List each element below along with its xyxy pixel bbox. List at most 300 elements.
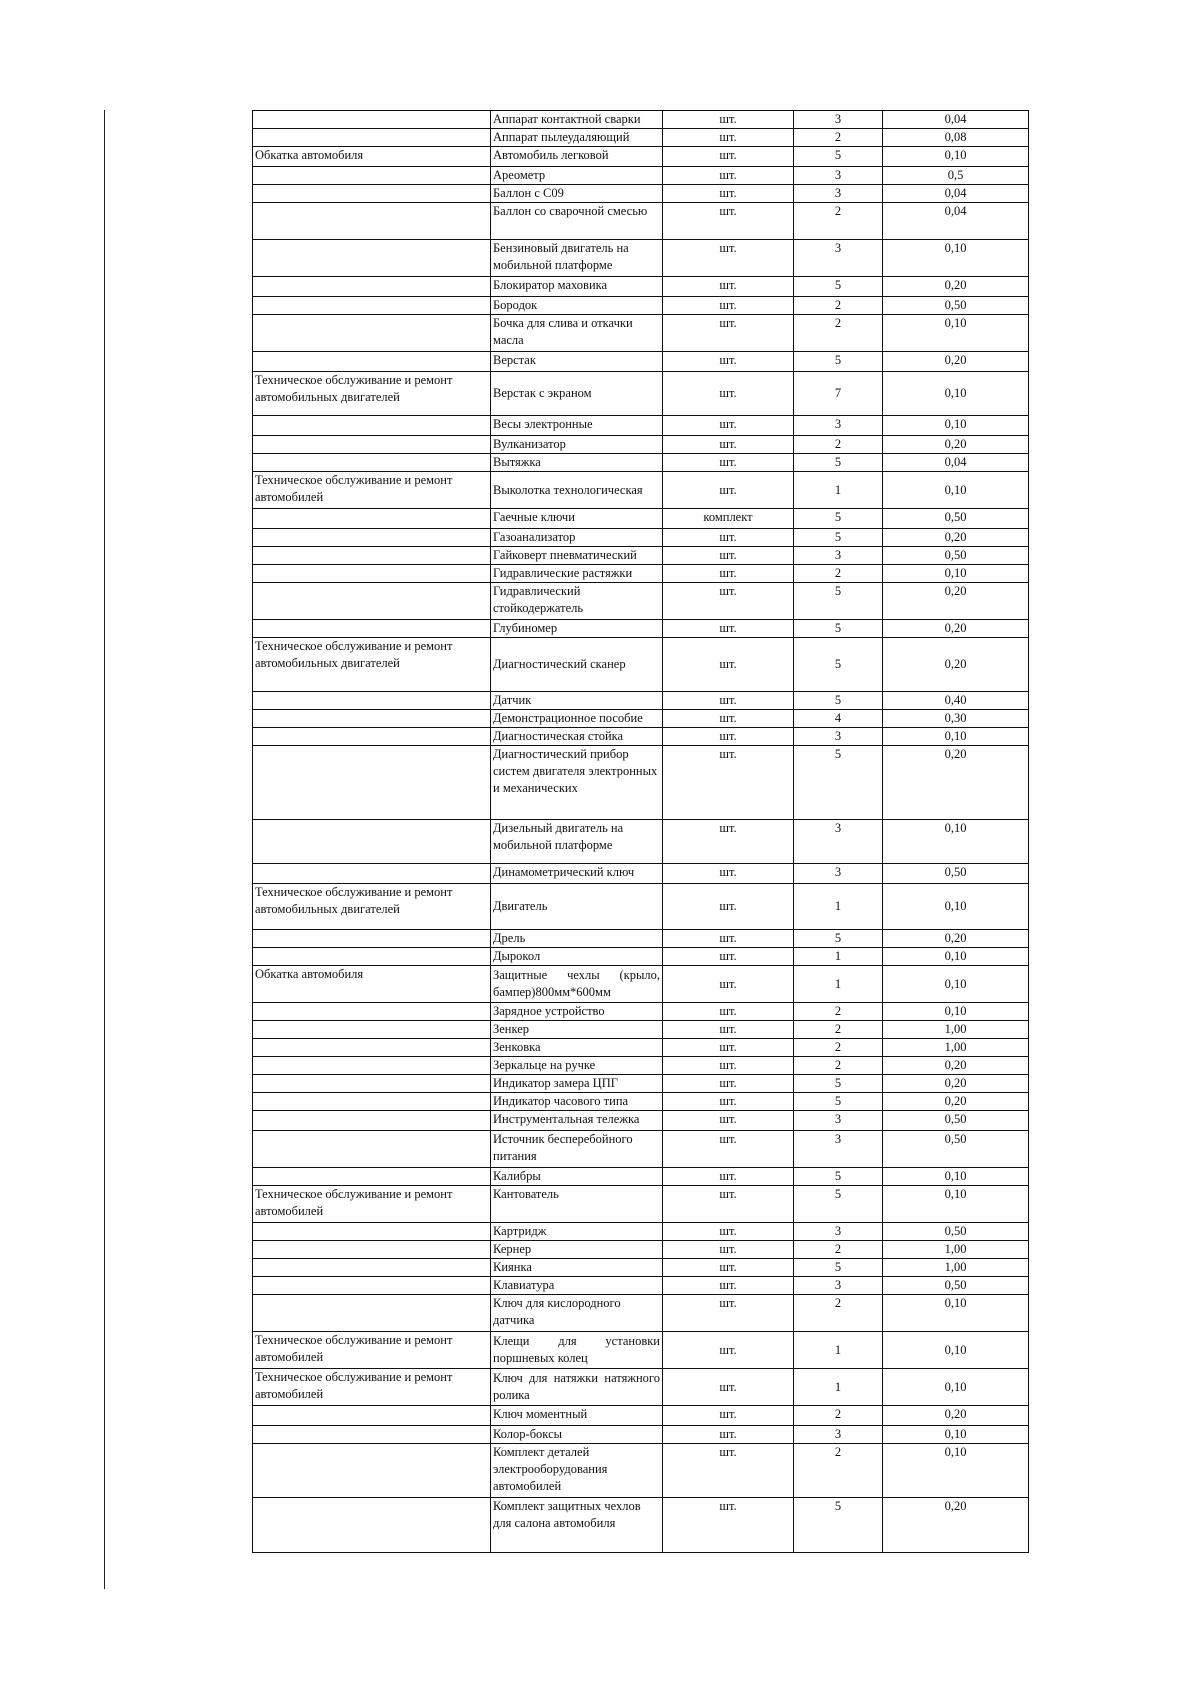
- quantity-cell: 2: [794, 1039, 883, 1057]
- table-row: [253, 472, 1029, 509]
- table-row: [253, 416, 1029, 436]
- section-cell: [253, 509, 491, 529]
- item-name-cell: Дырокол: [491, 948, 663, 966]
- quantity-cell: 5: [794, 509, 883, 529]
- unit-cell: шт.: [663, 1093, 794, 1111]
- section-cell: [253, 948, 491, 966]
- value-cell: 0,20: [883, 620, 1029, 638]
- item-name-cell: Дрель: [491, 930, 663, 948]
- quantity-cell: 2: [794, 436, 883, 454]
- quantity-cell: 5: [794, 1498, 883, 1553]
- table-row: [253, 454, 1029, 472]
- unit-cell: шт.: [663, 277, 794, 297]
- value-cell: 0,10: [883, 948, 1029, 966]
- value-cell: 0,10: [883, 1168, 1029, 1186]
- table-row: [253, 1021, 1029, 1039]
- item-name-cell: Индикатор замера ЦПГ: [491, 1075, 663, 1093]
- value-cell: 0,20: [883, 1057, 1029, 1075]
- section-cell: Техническое обслуживание и ремонт автомобилей: [253, 1332, 491, 1369]
- value-cell: 0,04: [883, 185, 1029, 203]
- item-name-cell: Глубиномер: [491, 620, 663, 638]
- unit-cell: шт.: [663, 1332, 794, 1369]
- item-name-cell: Зенкер: [491, 1021, 663, 1039]
- quantity-cell: 3: [794, 185, 883, 203]
- table-row: [253, 1426, 1029, 1444]
- table-row: [253, 436, 1029, 454]
- section-cell: [253, 1021, 491, 1039]
- item-name-cell: Динамометрический ключ: [491, 864, 663, 884]
- section-cell: Техническое обслуживание и ремонт автомобилей: [253, 1369, 491, 1406]
- item-name-cell: Диагностический сканер: [491, 638, 663, 692]
- unit-cell: шт.: [663, 240, 794, 277]
- table-row: [253, 1039, 1029, 1057]
- unit-cell: шт.: [663, 1168, 794, 1186]
- section-cell: [253, 1426, 491, 1444]
- value-cell: 0,20: [883, 583, 1029, 620]
- section-cell: [253, 185, 491, 203]
- quantity-cell: 2: [794, 1021, 883, 1039]
- section-cell: [253, 620, 491, 638]
- value-cell: 0,10: [883, 1295, 1029, 1332]
- unit-cell: шт.: [663, 185, 794, 203]
- section-cell: [253, 240, 491, 277]
- unit-cell: шт.: [663, 1003, 794, 1021]
- table-row: [253, 1332, 1029, 1369]
- table-row: [253, 203, 1029, 240]
- table-row: [253, 864, 1029, 884]
- section-cell: [253, 864, 491, 884]
- unit-cell: шт.: [663, 454, 794, 472]
- item-name-cell: Кантователь: [491, 1186, 663, 1223]
- value-cell: 0,04: [883, 203, 1029, 240]
- value-cell: 0,20: [883, 638, 1029, 692]
- quantity-cell: 1: [794, 966, 883, 1003]
- value-cell: 0,20: [883, 352, 1029, 372]
- left-margin-line: [104, 110, 105, 1589]
- section-cell: [253, 1093, 491, 1111]
- section-cell: [253, 583, 491, 620]
- unit-cell: шт.: [663, 297, 794, 315]
- quantity-cell: 2: [794, 1003, 883, 1021]
- table-row: [253, 1131, 1029, 1168]
- item-name-cell: Зеркальце на ручке: [491, 1057, 663, 1075]
- value-cell: 0,10: [883, 416, 1029, 436]
- quantity-cell: 7: [794, 372, 883, 416]
- value-cell: 0,04: [883, 454, 1029, 472]
- item-name-cell: Калибры: [491, 1168, 663, 1186]
- table-row: [253, 1186, 1029, 1223]
- unit-cell: шт.: [663, 728, 794, 746]
- section-cell: [253, 454, 491, 472]
- unit-cell: шт.: [663, 638, 794, 692]
- item-name-cell: Баллон с С09: [491, 185, 663, 203]
- section-cell: [253, 1039, 491, 1057]
- item-name-cell: Дизельный двигатель на мобильной платформе: [491, 820, 663, 864]
- section-cell: [253, 529, 491, 547]
- section-cell: [253, 1406, 491, 1426]
- unit-cell: шт.: [663, 930, 794, 948]
- unit-cell: шт.: [663, 1295, 794, 1332]
- value-cell: 0,10: [883, 1369, 1029, 1406]
- quantity-cell: 2: [794, 203, 883, 240]
- quantity-cell: 4: [794, 710, 883, 728]
- value-cell: 0,04: [883, 111, 1029, 129]
- quantity-cell: 5: [794, 277, 883, 297]
- quantity-cell: 5: [794, 454, 883, 472]
- table-row: [253, 1444, 1029, 1498]
- table-row: [253, 1259, 1029, 1277]
- value-cell: 1,00: [883, 1039, 1029, 1057]
- table-row: [253, 315, 1029, 352]
- section-cell: [253, 710, 491, 728]
- section-cell: Техническое обслуживание и ремонт автомобильных двигателей: [253, 372, 491, 416]
- quantity-cell: 5: [794, 1186, 883, 1223]
- quantity-cell: 3: [794, 111, 883, 129]
- quantity-cell: 1: [794, 884, 883, 930]
- value-cell: 0,10: [883, 240, 1029, 277]
- value-cell: 0,5: [883, 167, 1029, 185]
- value-cell: 0,10: [883, 728, 1029, 746]
- table-row: [253, 565, 1029, 583]
- item-name-cell: Бензиновый двигатель на мобильной платформе: [491, 240, 663, 277]
- item-name-cell: Бочка для слива и откачки масла: [491, 315, 663, 352]
- value-cell: 0,50: [883, 1277, 1029, 1295]
- unit-cell: шт.: [663, 547, 794, 565]
- section-cell: Техническое обслуживание и ремонт автомобилей: [253, 1186, 491, 1223]
- section-cell: [253, 1444, 491, 1498]
- value-cell: 0,20: [883, 746, 1029, 820]
- quantity-cell: 5: [794, 692, 883, 710]
- unit-cell: шт.: [663, 820, 794, 864]
- item-name-cell: Автомобиль легковой: [491, 147, 663, 167]
- quantity-cell: 3: [794, 1223, 883, 1241]
- table-row: [253, 185, 1029, 203]
- item-name-cell: Индикатор часового типа: [491, 1093, 663, 1111]
- quantity-cell: 3: [794, 864, 883, 884]
- unit-cell: шт.: [663, 472, 794, 509]
- table-row: [253, 1003, 1029, 1021]
- value-cell: 0,10: [883, 565, 1029, 583]
- item-name-cell: Зарядное устройство: [491, 1003, 663, 1021]
- section-cell: [253, 820, 491, 864]
- unit-cell: шт.: [663, 583, 794, 620]
- quantity-cell: 5: [794, 930, 883, 948]
- item-name-cell: Диагностический прибор систем двигателя электронных и механических: [491, 746, 663, 820]
- item-name-cell: Клещи для установки поршневых колец: [491, 1332, 663, 1369]
- quantity-cell: 5: [794, 620, 883, 638]
- quantity-cell: 5: [794, 1168, 883, 1186]
- section-cell: [253, 1223, 491, 1241]
- table-row: [253, 529, 1029, 547]
- quantity-cell: 3: [794, 728, 883, 746]
- section-cell: [253, 1259, 491, 1277]
- item-name-cell: Аппарат контактной сварки: [491, 111, 663, 129]
- value-cell: 0,10: [883, 820, 1029, 864]
- table-row: [253, 930, 1029, 948]
- section-cell: [253, 547, 491, 565]
- unit-cell: шт.: [663, 1075, 794, 1093]
- item-name-cell: Верстак: [491, 352, 663, 372]
- item-name-cell: Весы электронные: [491, 416, 663, 436]
- unit-cell: шт.: [663, 203, 794, 240]
- table-row: [253, 710, 1029, 728]
- section-cell: [253, 1003, 491, 1021]
- section-cell: [253, 352, 491, 372]
- item-name-cell: Кернер: [491, 1241, 663, 1259]
- item-name-cell: Картридж: [491, 1223, 663, 1241]
- item-name-cell: Источник бесперебойного питания: [491, 1131, 663, 1168]
- item-name-cell: Газоанализатор: [491, 529, 663, 547]
- quantity-cell: 2: [794, 315, 883, 352]
- item-name-cell: Комплект защитных чехлов для салона автомобиля: [491, 1498, 663, 1553]
- section-cell: [253, 315, 491, 352]
- quantity-cell: 2: [794, 129, 883, 147]
- value-cell: 0,50: [883, 509, 1029, 529]
- unit-cell: шт.: [663, 167, 794, 185]
- value-cell: 0,20: [883, 1498, 1029, 1553]
- table-row: [253, 728, 1029, 746]
- value-cell: 0,10: [883, 315, 1029, 352]
- section-cell: [253, 1057, 491, 1075]
- equipment-table: [252, 110, 1029, 1553]
- quantity-cell: 1: [794, 472, 883, 509]
- unit-cell: шт.: [663, 864, 794, 884]
- table-row: [253, 638, 1029, 692]
- unit-cell: шт.: [663, 1111, 794, 1131]
- item-name-cell: Ключ для натяжки натяжного ролика: [491, 1369, 663, 1406]
- unit-cell: шт.: [663, 884, 794, 930]
- unit-cell: шт.: [663, 746, 794, 820]
- value-cell: 0,20: [883, 529, 1029, 547]
- value-cell: 0,20: [883, 1093, 1029, 1111]
- unit-cell: шт.: [663, 1277, 794, 1295]
- value-cell: 0,10: [883, 472, 1029, 509]
- section-cell: [253, 1075, 491, 1093]
- section-cell: [253, 297, 491, 315]
- section-cell: Техническое обслуживание и ремонт автомобильных двигателей: [253, 884, 491, 930]
- section-cell: [253, 129, 491, 147]
- unit-cell: шт.: [663, 1039, 794, 1057]
- unit-cell: шт.: [663, 129, 794, 147]
- unit-cell: шт.: [663, 1406, 794, 1426]
- value-cell: 0,10: [883, 147, 1029, 167]
- unit-cell: шт.: [663, 1223, 794, 1241]
- section-cell: [253, 1111, 491, 1131]
- table-row: [253, 372, 1029, 416]
- item-name-cell: Инструментальная тележка: [491, 1111, 663, 1131]
- value-cell: 0,20: [883, 930, 1029, 948]
- section-cell: [253, 203, 491, 240]
- item-name-cell: Зенковка: [491, 1039, 663, 1057]
- item-name-cell: Клавиатура: [491, 1277, 663, 1295]
- section-cell: [253, 728, 491, 746]
- value-cell: 0,10: [883, 1444, 1029, 1498]
- table-row: [253, 948, 1029, 966]
- section-cell: [253, 1168, 491, 1186]
- quantity-cell: 5: [794, 352, 883, 372]
- item-name-cell: Двигатель: [491, 884, 663, 930]
- quantity-cell: 3: [794, 1277, 883, 1295]
- item-name-cell: Блокиратор маховика: [491, 277, 663, 297]
- unit-cell: шт.: [663, 565, 794, 583]
- item-name-cell: Гайковерт пневматический: [491, 547, 663, 565]
- unit-cell: шт.: [663, 111, 794, 129]
- quantity-cell: 5: [794, 746, 883, 820]
- quantity-cell: 2: [794, 1057, 883, 1075]
- quantity-cell: 5: [794, 583, 883, 620]
- unit-cell: шт.: [663, 1369, 794, 1406]
- item-name-cell: Датчик: [491, 692, 663, 710]
- table-row: [253, 297, 1029, 315]
- item-name-cell: Вытяжка: [491, 454, 663, 472]
- table-row: [253, 966, 1029, 1003]
- section-cell: [253, 746, 491, 820]
- item-name-cell: Демонстрационное пособие: [491, 710, 663, 728]
- table-row: [253, 692, 1029, 710]
- section-cell: [253, 1498, 491, 1553]
- unit-cell: шт.: [663, 1444, 794, 1498]
- item-name-cell: Ключ моментный: [491, 1406, 663, 1426]
- table-row: [253, 1277, 1029, 1295]
- item-name-cell: Ареометр: [491, 167, 663, 185]
- quantity-cell: 2: [794, 297, 883, 315]
- value-cell: 1,00: [883, 1259, 1029, 1277]
- item-name-cell: Гаечные ключи: [491, 509, 663, 529]
- quantity-cell: 2: [794, 1444, 883, 1498]
- item-name-cell: Киянка: [491, 1259, 663, 1277]
- section-cell: [253, 277, 491, 297]
- quantity-cell: 5: [794, 1093, 883, 1111]
- quantity-cell: 5: [794, 529, 883, 547]
- value-cell: 0,10: [883, 1186, 1029, 1223]
- table-row: [253, 167, 1029, 185]
- table-row: [253, 277, 1029, 297]
- value-cell: 0,50: [883, 1131, 1029, 1168]
- unit-cell: шт.: [663, 710, 794, 728]
- value-cell: 0,20: [883, 1075, 1029, 1093]
- item-name-cell: Гидравлические растяжки: [491, 565, 663, 583]
- unit-cell: шт.: [663, 966, 794, 1003]
- unit-cell: шт.: [663, 529, 794, 547]
- section-cell: [253, 692, 491, 710]
- unit-cell: комплект: [663, 509, 794, 529]
- table-row: [253, 1223, 1029, 1241]
- value-cell: 0,20: [883, 436, 1029, 454]
- section-cell: [253, 167, 491, 185]
- table-row: [253, 352, 1029, 372]
- table-row: [253, 147, 1029, 167]
- quantity-cell: 5: [794, 1259, 883, 1277]
- quantity-cell: 5: [794, 1075, 883, 1093]
- unit-cell: шт.: [663, 620, 794, 638]
- section-cell: [253, 416, 491, 436]
- table-row: [253, 1057, 1029, 1075]
- value-cell: 0,08: [883, 129, 1029, 147]
- unit-cell: шт.: [663, 436, 794, 454]
- section-cell: [253, 436, 491, 454]
- item-name-cell: Гидравлический стойкодержатель: [491, 583, 663, 620]
- value-cell: 1,00: [883, 1021, 1029, 1039]
- value-cell: 0,10: [883, 884, 1029, 930]
- quantity-cell: 3: [794, 1111, 883, 1131]
- unit-cell: шт.: [663, 692, 794, 710]
- quantity-cell: 2: [794, 1241, 883, 1259]
- value-cell: 0,30: [883, 710, 1029, 728]
- quantity-cell: 1: [794, 1332, 883, 1369]
- table-row: [253, 129, 1029, 147]
- table-row: [253, 111, 1029, 129]
- table-row: [253, 1498, 1029, 1553]
- value-cell: 0,50: [883, 297, 1029, 315]
- unit-cell: шт.: [663, 1259, 794, 1277]
- quantity-cell: 3: [794, 416, 883, 436]
- table-row: [253, 1093, 1029, 1111]
- value-cell: 0,50: [883, 1111, 1029, 1131]
- quantity-cell: 3: [794, 240, 883, 277]
- unit-cell: шт.: [663, 1021, 794, 1039]
- table-row: [253, 1168, 1029, 1186]
- unit-cell: шт.: [663, 948, 794, 966]
- section-cell: [253, 930, 491, 948]
- section-cell: [253, 1295, 491, 1332]
- item-name-cell: Ключ для кислородного датчика: [491, 1295, 663, 1332]
- section-cell: Техническое обслуживание и ремонт автомобильных двигателей: [253, 638, 491, 692]
- value-cell: 0,20: [883, 277, 1029, 297]
- quantity-cell: 2: [794, 565, 883, 583]
- item-name-cell: Баллон со сварочной смесью: [491, 203, 663, 240]
- quantity-cell: 1: [794, 1369, 883, 1406]
- value-cell: 0,50: [883, 1223, 1029, 1241]
- value-cell: 0,10: [883, 1332, 1029, 1369]
- quantity-cell: 1: [794, 948, 883, 966]
- table-row: [253, 884, 1029, 930]
- unit-cell: шт.: [663, 372, 794, 416]
- table-row: [253, 1075, 1029, 1093]
- table-row: [253, 1111, 1029, 1131]
- quantity-cell: 5: [794, 638, 883, 692]
- quantity-cell: 3: [794, 167, 883, 185]
- section-cell: [253, 1277, 491, 1295]
- table-row: [253, 240, 1029, 277]
- unit-cell: шт.: [663, 1186, 794, 1223]
- section-cell: Обкатка автомобиля: [253, 147, 491, 167]
- quantity-cell: 3: [794, 1426, 883, 1444]
- table-row: [253, 1406, 1029, 1426]
- unit-cell: шт.: [663, 1498, 794, 1553]
- unit-cell: шт.: [663, 147, 794, 167]
- value-cell: 1,00: [883, 1241, 1029, 1259]
- unit-cell: шт.: [663, 1426, 794, 1444]
- unit-cell: шт.: [663, 1131, 794, 1168]
- value-cell: 0,50: [883, 864, 1029, 884]
- table-row: [253, 1369, 1029, 1406]
- table-row: [253, 620, 1029, 638]
- item-name-cell: Колор-боксы: [491, 1426, 663, 1444]
- item-name-cell: Выколотка технологическая: [491, 472, 663, 509]
- section-cell: [253, 1241, 491, 1259]
- unit-cell: шт.: [663, 315, 794, 352]
- value-cell: 0,10: [883, 1426, 1029, 1444]
- table-row: [253, 1295, 1029, 1332]
- item-name-cell: Верстак с экраном: [491, 372, 663, 416]
- unit-cell: шт.: [663, 1241, 794, 1259]
- table-row: [253, 509, 1029, 529]
- table-row: [253, 583, 1029, 620]
- unit-cell: шт.: [663, 416, 794, 436]
- value-cell: 0,10: [883, 966, 1029, 1003]
- section-cell: [253, 1131, 491, 1168]
- item-name-cell: Комплект деталей электрооборудования автомобилей: [491, 1444, 663, 1498]
